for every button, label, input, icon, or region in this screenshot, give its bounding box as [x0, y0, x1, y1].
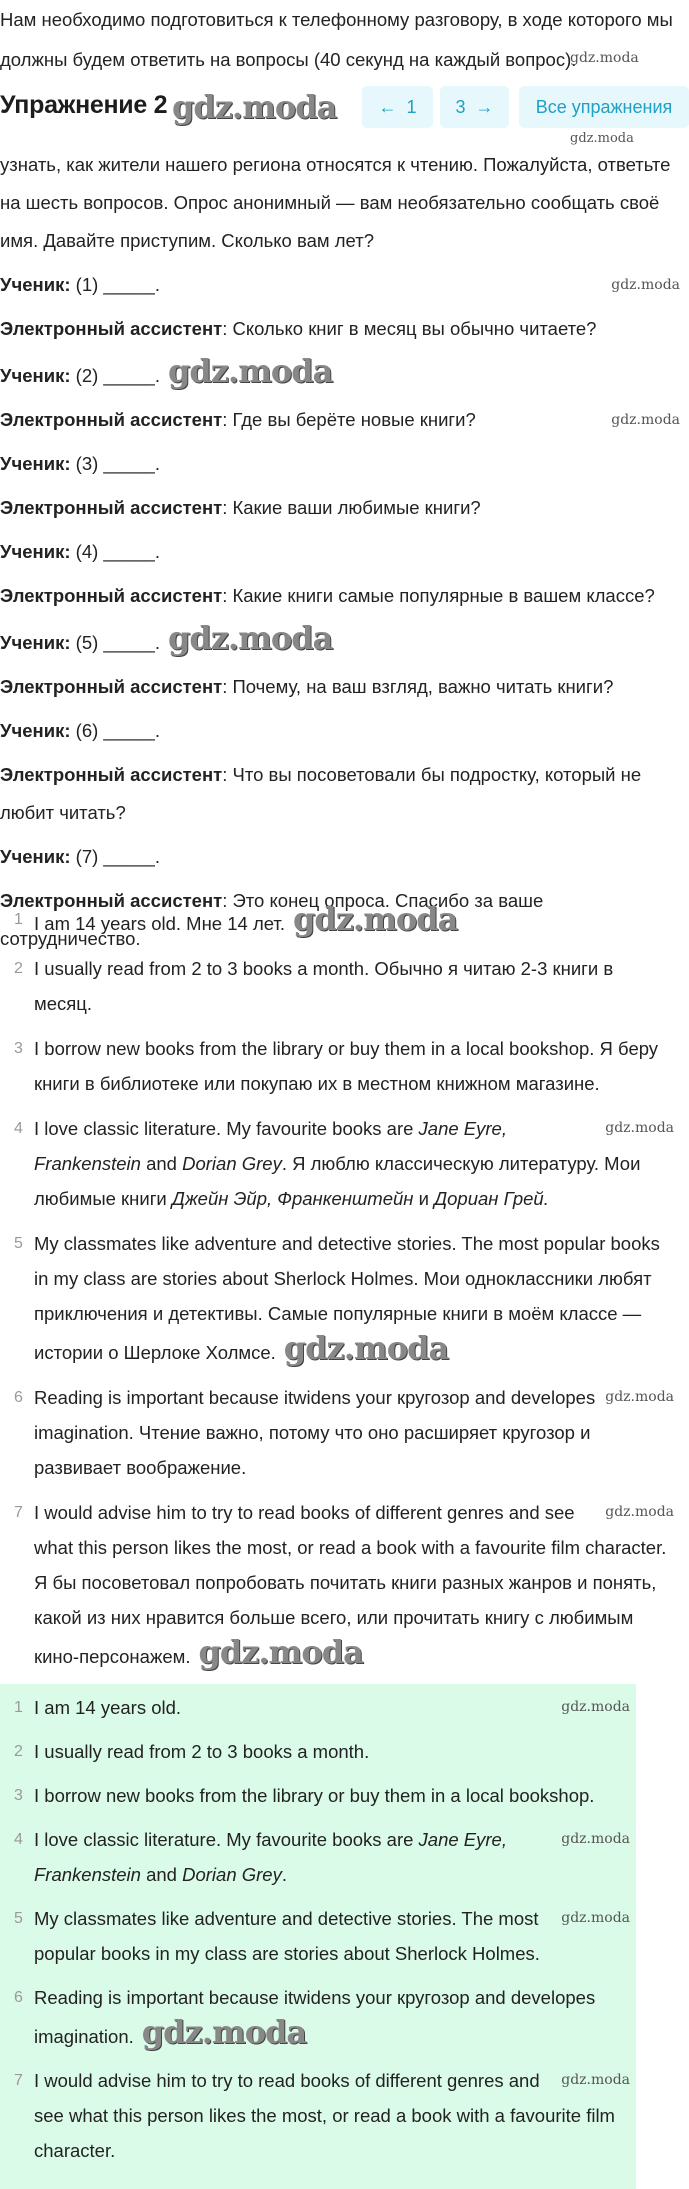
list-item	[0, 2063, 636, 2168]
item-number: 6	[14, 1989, 23, 2006]
watermark: gdz.moda	[561, 1699, 630, 1715]
item-number: 3	[14, 1787, 23, 1804]
item-text-part: I borrow new books from the library or buy them in a local bookshop. Я беру книги в библиотеке или покупаю их в местном книжном магазине.	[34, 1038, 659, 1094]
speaker-label: Электронный ассистент	[0, 676, 223, 697]
dialog-line	[0, 668, 680, 706]
dialog-line	[0, 621, 680, 662]
dialog-line	[0, 401, 680, 439]
answers-list	[0, 1684, 636, 2189]
speaker-label: Ученик:	[0, 632, 71, 653]
dialog-text: : Где вы берёте новые книги?	[222, 409, 476, 430]
dialog-line	[0, 712, 680, 750]
book-title: Dorian Grey	[182, 1153, 282, 1174]
all-exercises-label: Все упражнения	[535, 96, 673, 117]
intro-text: Нам необходимо подготовиться к телефонному разговору, в ходе которого мы должны будем ответить на вопросы (40 секунд на каждый вопрос).	[0, 9, 673, 70]
speaker-label: Электронный ассистент	[0, 318, 223, 339]
dialog-text: : Сколько книг в месяц вы обычно читаете?	[222, 318, 597, 339]
item-text-part: Reading is important because itwidens your кругозор and developes imagination.	[34, 1987, 596, 2047]
item-number: 2	[14, 1743, 23, 1760]
item-text	[34, 1690, 636, 1725]
dialog-line	[0, 756, 680, 832]
watermark: gdz.moda	[605, 1120, 674, 1136]
dialog-line	[0, 310, 680, 348]
item-text	[34, 1031, 680, 1101]
item-text	[34, 902, 680, 941]
dialog-text: : Это конец опроса. Спасибо за ваше сотрудничество.	[0, 890, 544, 949]
speaker-label: Ученик:	[0, 274, 71, 295]
arrow-right-icon: →	[475, 96, 494, 117]
watermark: gdz.moda	[605, 1389, 674, 1405]
list-item	[0, 1111, 680, 1216]
list-item	[0, 1226, 680, 1370]
watermark: gdz.moda	[168, 619, 333, 657]
book-title: Дориан Грей.	[434, 1188, 549, 1209]
dialog-intro: узнать, как жители нашего региона относятся к чтению. Пожалуйста, ответьте на шесть вопросов. Опрос анонимный — вам необязательно сообщать своё имя. Давайте приступим. Сколько вам лет?	[0, 154, 671, 251]
watermark: gdz.moda	[168, 352, 333, 390]
item-number: 3	[14, 1040, 23, 1057]
dialog-text: (6) _____.	[70, 720, 160, 741]
exercise-header	[0, 86, 680, 130]
list-item	[0, 1901, 636, 1971]
item-number: 6	[14, 1389, 23, 1406]
list-item	[0, 1734, 636, 1769]
list-item	[0, 1778, 636, 1813]
translated-answers-list	[0, 898, 680, 1674]
watermark: gdz.moda	[570, 50, 639, 66]
page-title: Упражнение 2	[0, 91, 168, 119]
watermark: gdz.moda	[561, 1910, 630, 1926]
watermark: gdz.moda	[611, 277, 680, 293]
item-text-part: I usually read from 2 to 3 books a month.	[34, 1741, 370, 1762]
list-item	[0, 1380, 680, 1485]
item-text-part: . Я люблю классическую литературу. Мои любимые книги	[34, 1153, 641, 1209]
speaker-label: Ученик:	[0, 453, 71, 474]
item-number: 4	[14, 1120, 23, 1137]
watermark: gdz.moda	[611, 412, 680, 428]
dialog-line	[0, 838, 680, 876]
item-number: 7	[14, 2072, 23, 2089]
item-text-part: My classmates like adventure and detective stories. The most popular books in my class are stories about Sherlock Holmes.	[34, 1908, 540, 1964]
item-text	[34, 1822, 636, 1892]
dialog-line	[0, 445, 680, 483]
speaker-label: Ученик:	[0, 541, 71, 562]
item-text	[34, 1226, 680, 1370]
arrow-left-icon: ←	[378, 96, 397, 117]
watermark: gdz.moda	[570, 131, 634, 146]
speaker-label: Ученик:	[0, 846, 71, 867]
item-text-part: и	[413, 1188, 435, 1209]
item-text-part: I usually read from 2 to 3 books a month. Обычно я читаю 2-3 книги в месяц.	[34, 958, 614, 1014]
list-item	[0, 1690, 636, 1725]
dialog-text: : Какие книги самые популярные в вашем классе?	[222, 585, 655, 606]
speaker-label: Электронный ассистент	[0, 585, 223, 606]
item-number: 2	[14, 960, 23, 977]
watermark: gdz.moda	[293, 900, 458, 938]
watermark: gdz.moda	[561, 2072, 630, 2088]
watermark: gdz.moda	[198, 1633, 363, 1671]
list-item	[0, 1980, 636, 2054]
item-number: 1	[14, 1699, 23, 1716]
list-item	[0, 1495, 680, 1674]
dialog-text: (5) _____.	[70, 632, 160, 653]
speaker-label: Электронный ассистент	[0, 890, 223, 911]
dialog-line	[0, 489, 680, 527]
prev-label: 1	[406, 96, 417, 117]
speaker-label: Ученик:	[0, 720, 71, 741]
item-text-part: and	[140, 1864, 183, 1885]
dialog-text: (2) _____.	[70, 365, 160, 386]
dialog-text: (4) _____.	[70, 541, 160, 562]
speaker-label: Электронный ассистент	[0, 497, 223, 518]
list-item	[0, 902, 680, 941]
book-title: Dorian Grey	[182, 1864, 282, 1885]
item-text-part: I would advise him to try to read books of different genres and see what this person likes the most, or read a book with a favourite film character.	[34, 2070, 615, 2161]
item-text	[34, 2063, 636, 2168]
dialog-line	[0, 577, 680, 615]
speaker-label: Ученик:	[0, 365, 71, 386]
list-item	[0, 951, 680, 1021]
item-text	[34, 1901, 636, 1971]
watermark: gdz.moda	[605, 1504, 674, 1520]
item-text-part: I love classic literature. My favourite books are	[34, 1118, 419, 1139]
item-text	[34, 1734, 636, 1769]
speaker-label: Электронный ассистент	[0, 409, 223, 430]
dialog-line	[0, 533, 680, 571]
item-text-part: I would advise him to try to read books of different genres and see what this person likes the most, or read a book with a favourite film character. Я бы посоветовал попробовать почитать книги разных жанров и понять, какой из них нравится больше всего, или прочитать книгу с любимым кино-персонажем.	[34, 1502, 667, 1667]
prev-exercise-button[interactable]	[362, 86, 433, 128]
dialog-line	[0, 266, 680, 304]
next-exercise-button[interactable]	[440, 86, 509, 128]
item-text	[34, 1380, 680, 1485]
watermark: gdz.moda	[172, 88, 337, 126]
watermark: gdz.moda	[283, 1329, 449, 1367]
watermark: gdz.moda	[141, 2013, 307, 2051]
dialog-line	[0, 354, 680, 395]
item-text	[34, 1111, 680, 1216]
item-number: 1	[14, 911, 23, 928]
book-title: Jane Eyre, Frankenstein	[34, 1118, 507, 1174]
item-number: 7	[14, 1504, 23, 1521]
dialog-text: (1) _____.	[70, 274, 160, 295]
next-label: 3	[455, 96, 466, 117]
item-text-part: .	[281, 1864, 287, 1885]
dialog-text: (7) _____.	[70, 846, 160, 867]
item-text	[34, 1778, 636, 1813]
item-text	[34, 1495, 680, 1674]
item-text-part: I love classic literature. My favourite books are	[34, 1829, 419, 1850]
list-item	[0, 1822, 636, 1892]
all-exercises-button[interactable]	[519, 86, 689, 128]
item-text	[34, 951, 680, 1021]
item-text-part: and	[140, 1153, 183, 1174]
list-item	[0, 1031, 680, 1101]
item-number: 4	[14, 1831, 23, 1848]
book-title: Джейн Эйр, Франкенштейн	[171, 1188, 414, 1209]
item-text-part: My classmates like adventure and detective stories. The most popular books in my class are stories about Sherlock Holmes. Мои одноклассники любят приключения и детективы. Самые популярные книги в моём классе — истории о Шерлоке Холмсе.	[34, 1233, 660, 1363]
book-title: Jane Eyre, Frankenstein	[34, 1829, 507, 1885]
item-text	[34, 1980, 636, 2054]
item-number: 5	[14, 1235, 23, 1252]
dialog-text: : Что вы посоветовали бы подростку, который не любит читать?	[0, 764, 642, 823]
item-text-part: I am 14 years old.	[34, 1697, 182, 1718]
dialog-text: : Почему, на ваш взгляд, важно читать книги?	[222, 676, 614, 697]
watermark: gdz.moda	[561, 1831, 630, 1847]
dialog-text: (3) _____.	[70, 453, 160, 474]
item-text-part: Reading is important because itwidens your кругозор and developes imagination. Чтение важно, потому что оно расширяет кругозор и развивает воображение.	[34, 1387, 596, 1478]
dialog-text: : Какие ваши любимые книги?	[222, 497, 481, 518]
item-number: 5	[14, 1910, 23, 1927]
item-text-part: I borrow new books from the library or buy them in a local bookshop.	[34, 1785, 595, 1806]
speaker-label: Электронный ассистент	[0, 764, 223, 785]
item-text-part: I am 14 years old. Мне 14 лет.	[34, 913, 285, 934]
